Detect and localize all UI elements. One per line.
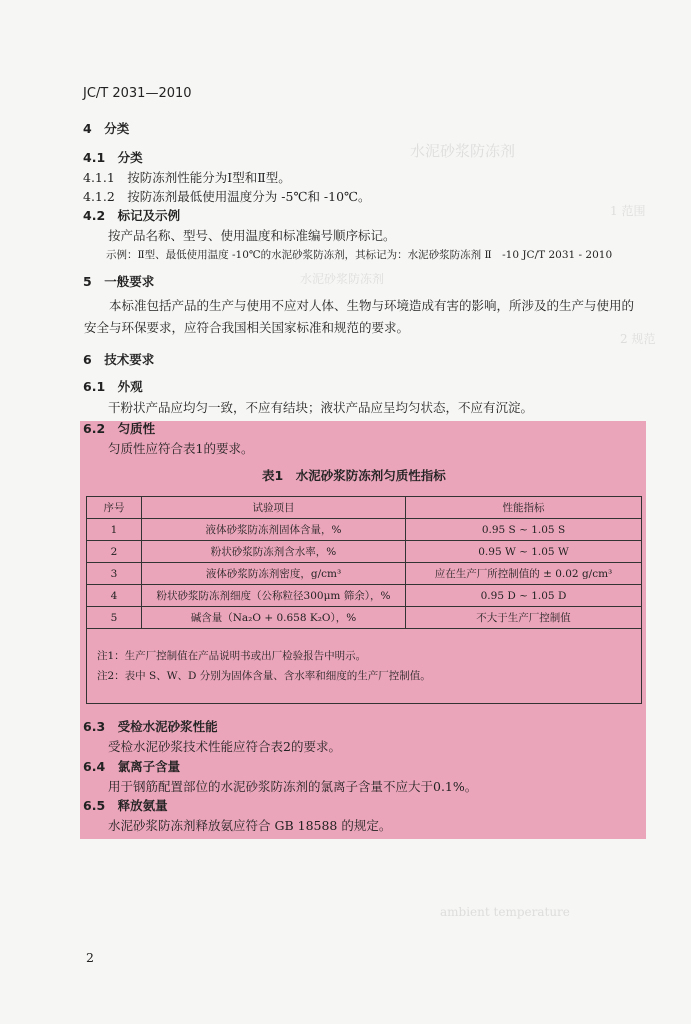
section-6-1-text: 干粉状产品应均匀一致，不应有结块；液状产品应呈均匀状态，不应有沉淀。 bbox=[108, 400, 534, 415]
bleed-text: ambient temperature bbox=[440, 905, 570, 919]
standard-header: JC/T 2031—2010 bbox=[83, 86, 192, 101]
table-row bbox=[87, 607, 642, 629]
table-cell: 3 bbox=[87, 563, 142, 585]
table-cell: 5 bbox=[87, 607, 142, 629]
table1-title: 表1 水泥砂浆防冻剂匀质性指标 bbox=[262, 468, 446, 483]
section-6-2-text: 匀质性应符合表1的要求。 bbox=[108, 441, 254, 456]
section-6-4-heading: 6.4 氯离子含量 bbox=[83, 759, 181, 774]
table-header-cell: 性能指标 bbox=[406, 497, 642, 519]
table-cell: 粉状砂浆防冻剂含水率，% bbox=[142, 541, 406, 563]
table-header-row bbox=[87, 497, 642, 519]
table-cell: 液体砂浆防冻剂固体含量，% bbox=[142, 519, 406, 541]
section-6-3-heading: 6.3 受检水泥砂浆性能 bbox=[83, 719, 218, 734]
table-header-cell: 试验项目 bbox=[142, 497, 406, 519]
table-cell: 0.95 S ~ 1.05 S bbox=[406, 519, 642, 541]
section-6-2-heading: 6.2 匀质性 bbox=[83, 421, 156, 436]
section-6-5-text: 水泥砂浆防冻剂释放氨应符合 GB 18588 的规定。 bbox=[108, 818, 392, 833]
section-5-text: 本标准包括产品的生产与使用不应对人体、生物与环境造成有害的影响，所涉及的生产与使用的安全与环保要求，应符合我国相关国家标准和规范的要求。 bbox=[84, 298, 635, 335]
table-note-2: 注2：表中 S、W、D 分别为固体含量、含水率和细度的生产厂控制值。 bbox=[97, 670, 431, 682]
table-header-cell: 序号 bbox=[87, 497, 142, 519]
bleed-text: 2 规范 bbox=[620, 332, 656, 346]
section-4-2-example: 示例：Ⅱ型、最低使用温度 -10℃的水泥砂浆防冻剂，其标记为：水泥砂浆防冻剂 Ⅱ -10 JC/T 2031 - 2010 bbox=[106, 249, 613, 261]
table-cell: 不大于生产厂控制值 bbox=[406, 607, 642, 629]
table-cell: 粉状砂浆防冻剂细度（公称粒径300μm 筛余），% bbox=[142, 585, 406, 607]
section-4-2-heading: 4.2 标记及示例 bbox=[83, 208, 181, 223]
table-cell: 1 bbox=[87, 519, 142, 541]
section-4-heading: 4 分类 bbox=[83, 121, 130, 136]
table-cell: 0.95 W ~ 1.05 W bbox=[406, 541, 642, 563]
table-cell: 0.95 D ~ 1.05 D bbox=[406, 585, 642, 607]
section-4-2-text: 按产品名称、型号、使用温度和标准编号顺序标记。 bbox=[108, 228, 396, 243]
table-row bbox=[87, 585, 642, 607]
table-cell: 4 bbox=[87, 585, 142, 607]
section-4-1-1: 4.1.1 按防冻剂性能分为Ⅰ型和Ⅱ型。 bbox=[83, 170, 291, 185]
section-4-1-heading: 4.1 分类 bbox=[83, 150, 143, 165]
section-6-5-heading: 6.5 释放氨量 bbox=[83, 798, 168, 813]
table-notes bbox=[87, 629, 642, 704]
section-6-3-text: 受检水泥砂浆技术性能应符合表2的要求。 bbox=[108, 739, 341, 754]
section-5-heading: 5 一般要求 bbox=[83, 274, 155, 289]
table-row bbox=[87, 563, 642, 585]
table-row bbox=[87, 519, 642, 541]
table-cell: 碱含量（Na₂O + 0.658 K₂O），% bbox=[142, 607, 406, 629]
table-cell: 应在生产厂所控制值的 ± 0.02 g/cm³ bbox=[406, 563, 642, 585]
table-row bbox=[87, 541, 642, 563]
section-6-4-text: 用于钢筋配置部位的水泥砂浆防冻剂的氯离子含量不应大于0.1%。 bbox=[108, 779, 478, 794]
table-note-1: 注1：生产厂控制值在产品说明书或出厂检验报告中明示。 bbox=[97, 650, 367, 662]
table1 bbox=[86, 496, 642, 704]
table-notes-row bbox=[87, 629, 642, 704]
section-6-heading: 6 技术要求 bbox=[83, 352, 155, 367]
section-6-1-heading: 6.1 外观 bbox=[83, 379, 143, 394]
bleed-text: 水泥砂浆防冻剂 bbox=[300, 272, 385, 286]
bleed-text: 水泥砂浆防冻剂 bbox=[410, 142, 516, 160]
page-number: 2 bbox=[86, 950, 94, 965]
section-4-1-2: 4.1.2 按防冻剂最低使用温度分为 -5℃和 -10℃。 bbox=[83, 189, 371, 204]
bleed-text: 1 范围 bbox=[610, 204, 646, 218]
table-cell: 液体砂浆防冻剂密度，g/cm³ bbox=[142, 563, 406, 585]
table-cell: 2 bbox=[87, 541, 142, 563]
